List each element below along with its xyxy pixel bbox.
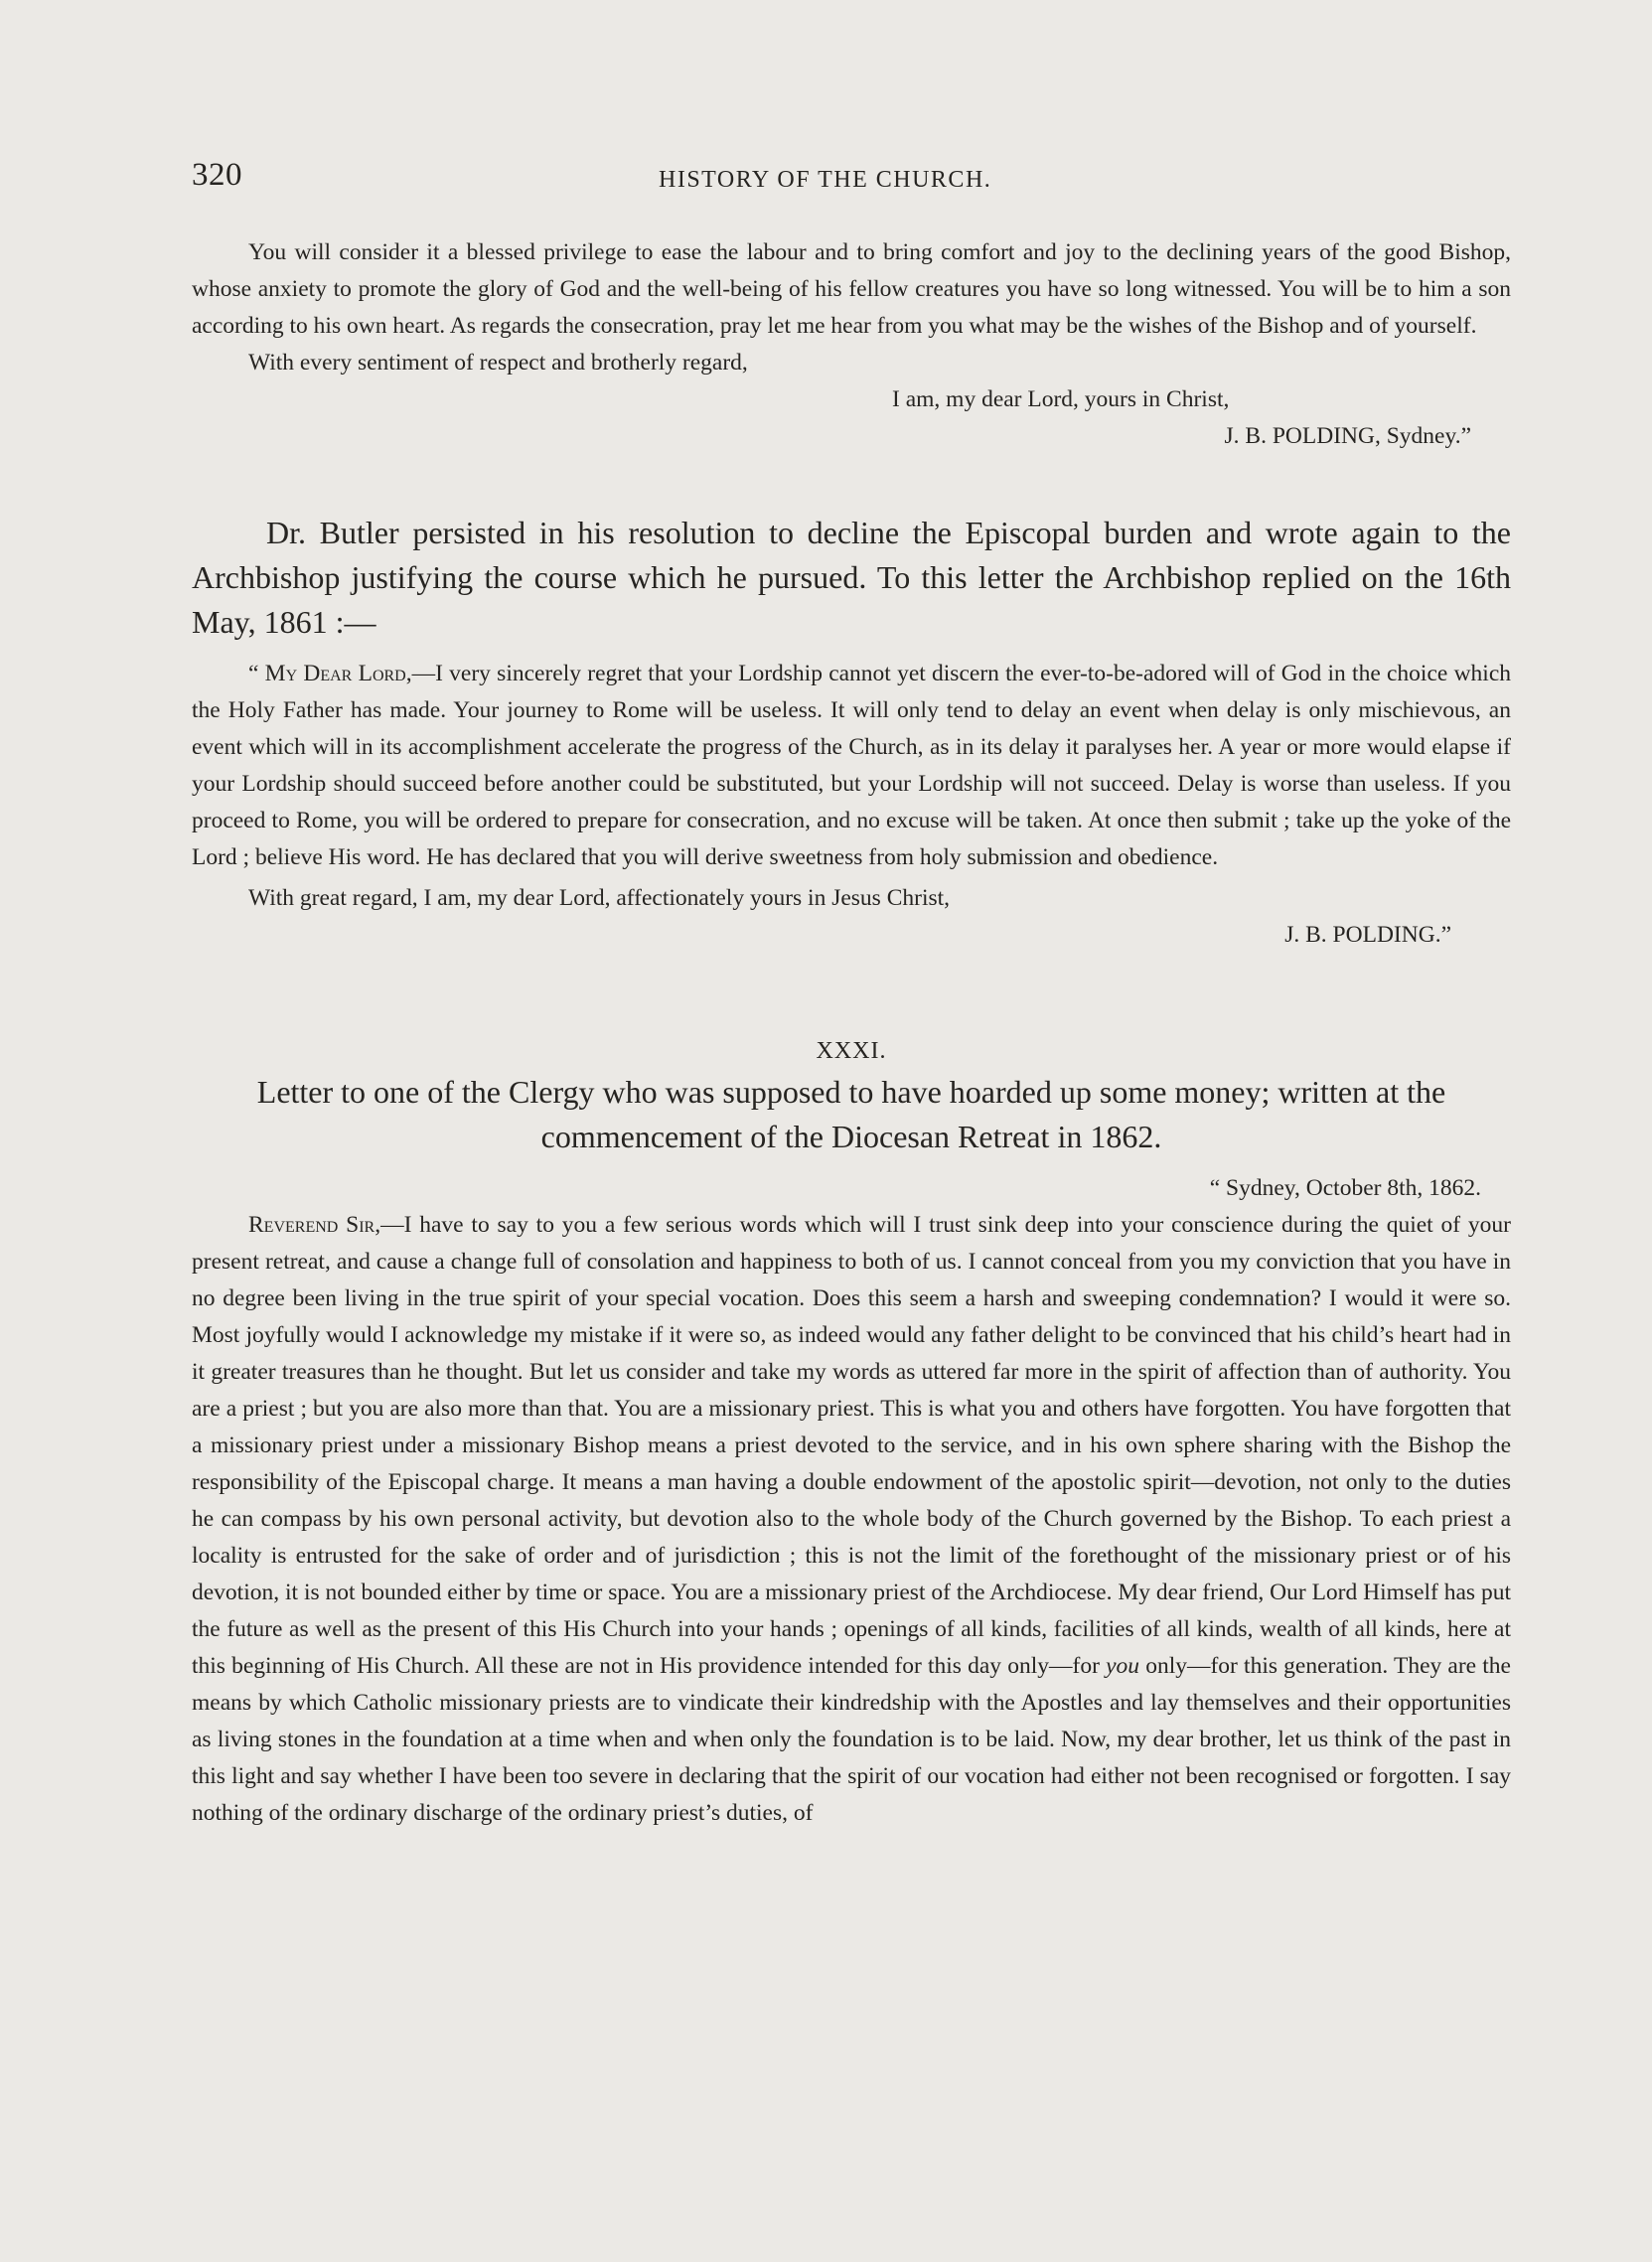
reply-signature: J. B. POLDING.” bbox=[1284, 922, 1451, 948]
page-header bbox=[192, 157, 1513, 197]
dateline: “ Sydney, October 8th, 1862. bbox=[1209, 1175, 1481, 1201]
letter-paragraph: You will consider it a blessed privilege to ease the labour and to bring comfort and joy to the declining years of the good Bishop, whose anxiety to promote the glory of God and the well-being of his fellow creatures you have so long witnessed. You will be to him a son according to his own heart. As regards the consecration, pray let me hear from you what may be the wishes of the Bishop and of yourself. bbox=[192, 239, 1511, 339]
reply-text: —I very sincerely regret that your Lordship cannot yet discern the ever-to-be-adored will of God in the choice which the Holy Father has made. Your journey to Rome will be useless. It will only tend to delay an event when delay is only mischievous, an event which will in its accomplishment accelerate the progress of the Church, as in its delay it paralyses her. A year or more would elapse if your Lordship should succeed before another could be substituted, but your Lordship will not succeed. Delay is worse than useless. If you proceed to Rome, you will be ordered to prepare for consecration, and no excuse will be taken. At once then submit ; take up the yoke of the Lord ; believe His word. He has declared that you will derive sweetness from holy submission and obedience. bbox=[192, 661, 1511, 870]
valediction: I am, my dear Lord, yours in Christ, bbox=[892, 386, 1230, 412]
reply-letter bbox=[192, 656, 1511, 954]
narrative-block bbox=[192, 511, 1511, 645]
section-text-a: —I have to say to you a few serious words which will I trust sink deep into your conscience during the quiet of your present retreat, and cause a change full of consolation and happiness to both of us. I cannot conceal from you my conviction that you have in no degree been living in the true spirit of your special vocation. Does this seem a harsh and sweeping condemnation? I would it were so. Most joyfully would I acknowledge my mistake if it were so, as indeed would any father delight to be convinced that his child’s heart had in it greater treasures than he thought. But let us consider and take my words as uttered far more in the spirit of affection than of authority. You are a priest ; but you are also more than that. You are a missionary priest. This is what you and others have forgotten. You have forgotten that a missionary priest under a missionary Bishop means a priest devoted to the service, and in his own sphere sharing with the Bishop the responsibility of the Episcopal charge. It means a man having a double endowment of the apostolic spirit—devotion, not only to the duties he can compass by his own personal activity, but devotion also to the whole body of the Church governed by the Bishop. To each priest a locality is entrusted for the sake of order and of jurisdiction ; this is not the limit of the forethought of the missionary priest or of his devotion, it is not bounded either by time or space. You are a missionary priest of the Archdiocese. My dear friend, Our Lord Himself has put the future as well as the present of this His Church into your hands ; openings of all kinds, facilities of all kinds, wealth of all kinds, here at this beginning of His Church. All these are not in His providence intended for this day only—for bbox=[192, 1212, 1511, 1679]
section-salutation: Reverend Sir, bbox=[248, 1212, 381, 1238]
letter-continuation bbox=[192, 234, 1511, 455]
narrative-paragraph: Dr. Butler persisted in his resolution to decline the Episcopal burden and wrote again to the Archbishop justifying the course which he pursued. To this letter the Archbishop replied on the 16th May, 1861 :— bbox=[192, 515, 1511, 640]
signature-block bbox=[192, 381, 1511, 455]
running-head: HISTORY OF THE CHURCH. bbox=[659, 167, 992, 193]
section-text-b: only—for this generation. They are the means by which Catholic missionary priests are to vindicate their kindredship with the Apostles and lay themselves and their opportunities as living stones in the foundation at a time when and when only the foundation is to be laid. Now, my dear brother, let us think of the past in this light and say whether I have been too severe in declaring that the spirit of our vocation had either not been recognised or forgotten. I say nothing of the ordinary discharge of the ordinary priest’s duties, of bbox=[192, 1653, 1511, 1826]
emphasis-you: you bbox=[1106, 1653, 1140, 1679]
section-number: XXXI. bbox=[816, 1038, 887, 1064]
section-letter-body bbox=[192, 1207, 1511, 1832]
letter-closing: With every sentiment of respect and brotherly regard, bbox=[248, 350, 748, 376]
reply-body bbox=[192, 656, 1511, 876]
reply-salutation: “ My Dear Lord, bbox=[248, 661, 412, 686]
reply-closing: With great regard, I am, my dear Lord, affectionately yours in Jesus Christ, bbox=[248, 885, 951, 911]
page-number: 320 bbox=[192, 157, 242, 193]
section-heading bbox=[192, 1033, 1511, 1159]
section-title: Letter to one of the Clergy who was supposed to have hoarded up some money; written at the commencement of the Diocesan Retreat in 1862. bbox=[256, 1074, 1446, 1154]
section-letter bbox=[192, 1170, 1511, 1832]
signature: J. B. POLDING, Sydney.” bbox=[1224, 423, 1471, 449]
